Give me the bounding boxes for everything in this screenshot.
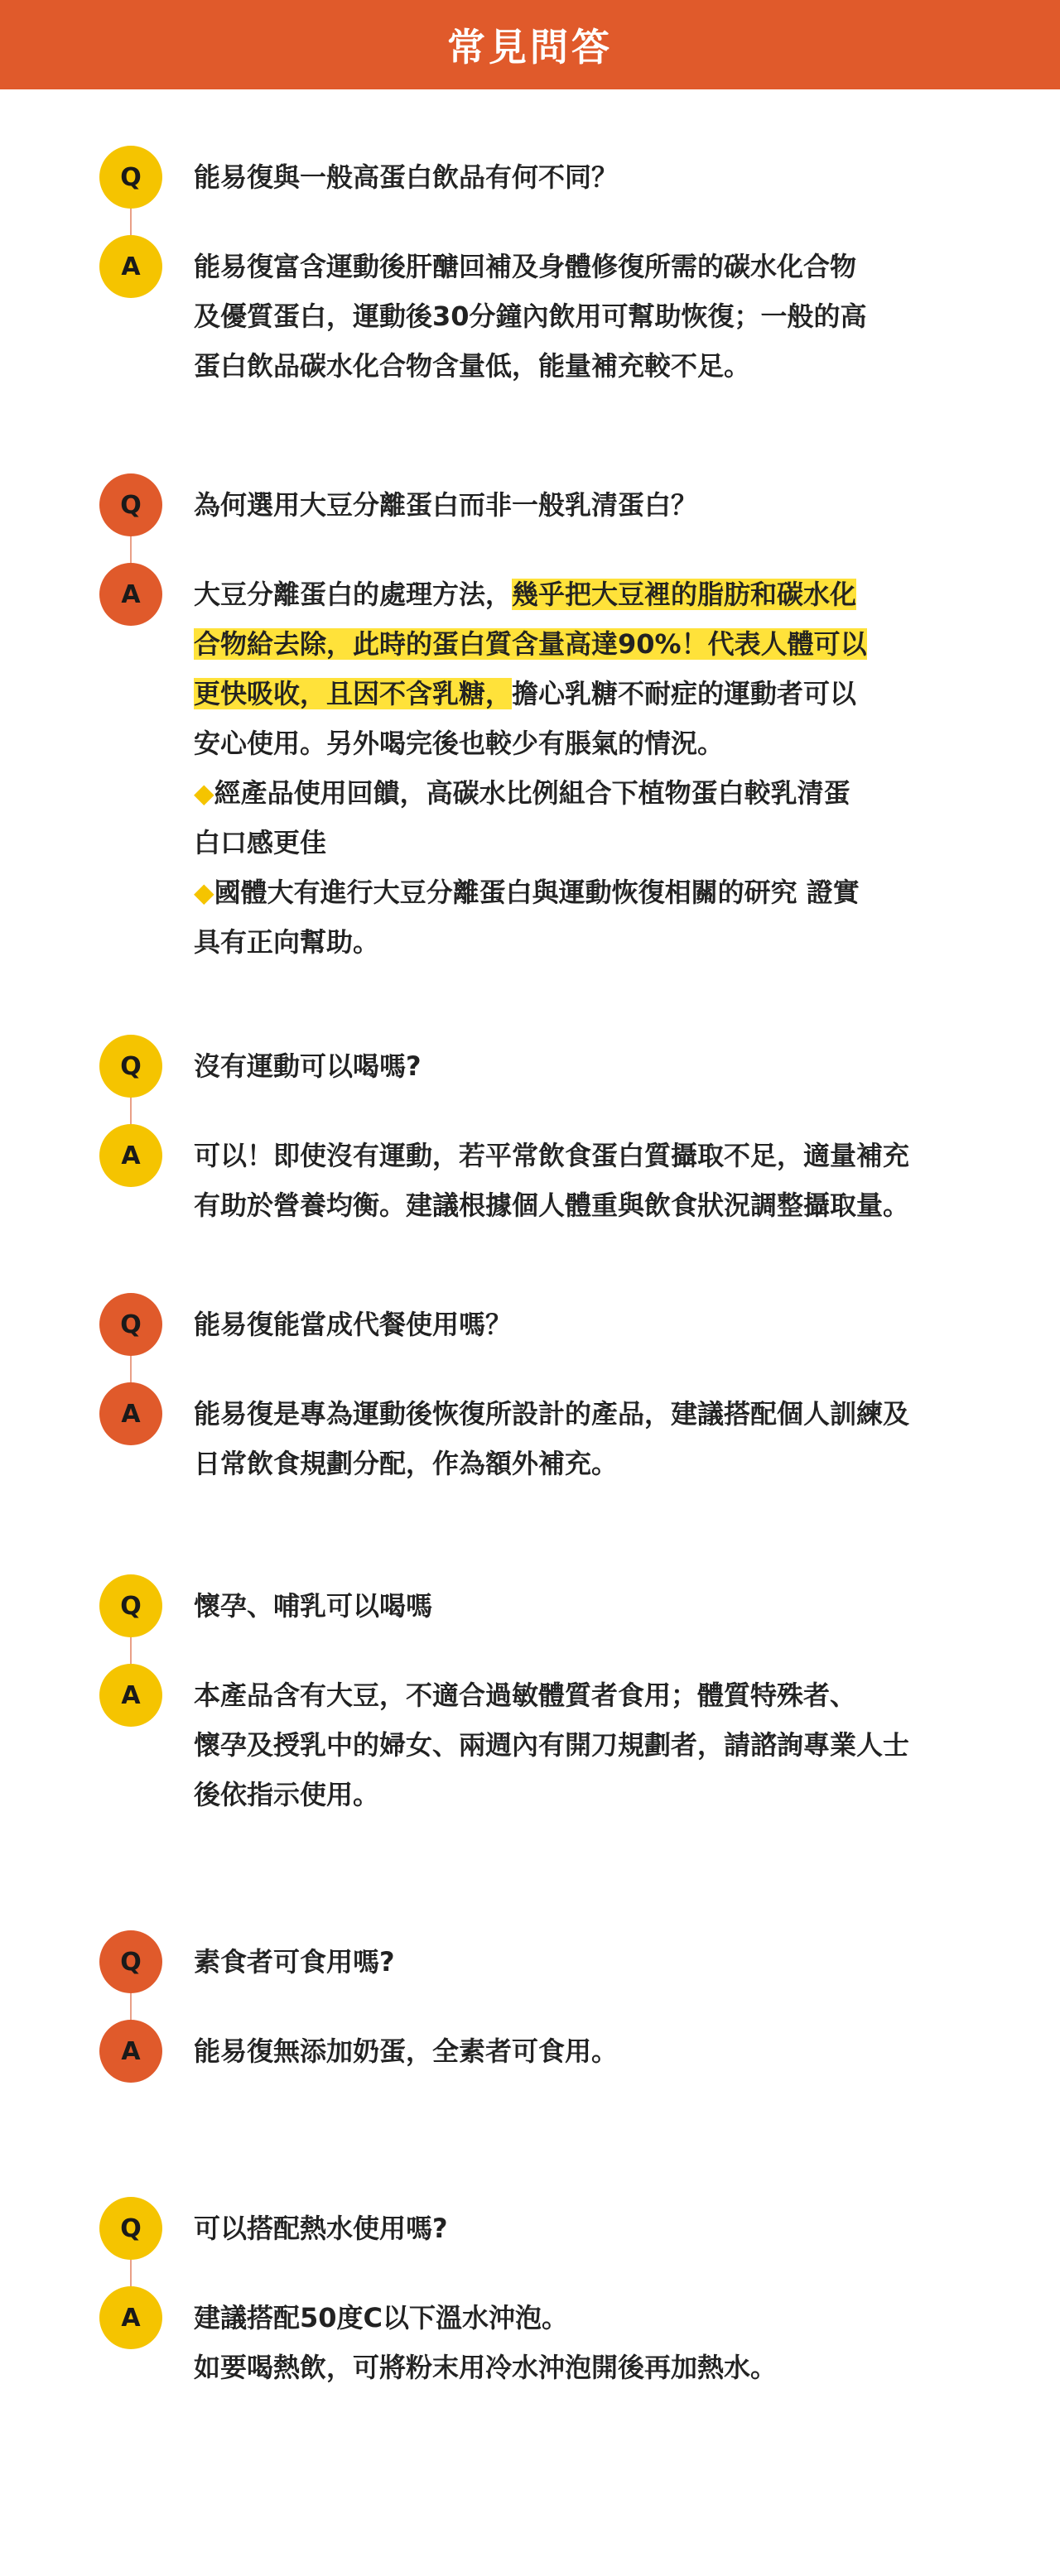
answer-line: 能易復無添加奶蛋，全素者可食用。 [194, 2035, 619, 2067]
highlighted-text: 合物給去除，此時的蛋白質含量高達90%！代表人體可以 [194, 628, 867, 660]
question-badge: Q [99, 2197, 162, 2260]
page-title: 常見問答 [447, 25, 613, 70]
answer-line: 白口感更佳 [194, 827, 327, 858]
answer-badge: A [99, 1382, 162, 1445]
page-header [0, 0, 1060, 89]
question-text: 懷孕、哺乳可以喝嗎 [194, 1590, 433, 1622]
question-text: 為何選用大豆分離蛋白而非一般乳清蛋白？ [194, 489, 698, 521]
answer-line [194, 570, 867, 619]
answer-badge: A [99, 1124, 162, 1187]
highlighted-text: 幾乎把大豆裡的脂肪和碳水化 [512, 579, 857, 610]
answer-line: 有助於營養均衡。建議根據個人體重與飲食狀況調整攝取量。 [194, 1189, 910, 1221]
question-badge: Q [99, 1574, 162, 1637]
highlighted-text: 更快吸收，且因不含乳糖， [194, 678, 513, 709]
answer-line [194, 619, 867, 669]
question-text: 沒有運動可以喝嗎? [194, 1050, 422, 1082]
answer-badge: A [99, 2020, 162, 2083]
answer-badge: A [99, 2286, 162, 2349]
answer-line: 可以！即使沒有運動，若平常飲食蛋白質攝取不足，適量補充 [194, 1140, 910, 1171]
question-badge: Q [99, 1035, 162, 1098]
answer-line: 懷孕及授乳中的婦女、兩週內有開刀規劃者，請諮詢專業人士 [194, 1729, 910, 1761]
question-text: 可以搭配熱水使用嗎? [194, 2213, 448, 2244]
answer-badge: A [99, 235, 162, 298]
answer-line: 後依指示使用。 [194, 1779, 380, 1810]
answer-text [194, 1670, 909, 1819]
question-badge: Q [99, 146, 162, 209]
answer-segment: 大豆分離蛋白的處理方法， [194, 579, 513, 610]
answer-text [194, 2026, 618, 2076]
answer-text [194, 1389, 909, 1488]
answer-line: 具有正向幫助。 [194, 926, 380, 958]
answer-text [194, 570, 867, 967]
answer-segment: 經產品使用回饋，高碳水比例組合下植物蛋白較乳清蛋 [214, 777, 850, 809]
question-badge: Q [99, 1930, 162, 1993]
answer-line: 安心使用。另外喝完後也較少有脹氣的情況。 [194, 728, 725, 759]
answer-line: 建議搭配50度C以下溫水沖泡。 [194, 2302, 569, 2333]
answer-line [194, 867, 867, 917]
answer-line [194, 669, 867, 718]
answer-line: 蛋白飲品碳水化合物含量低，能量補充較不足。 [194, 350, 751, 382]
question-text: 素食者可食用嗎? [194, 1946, 395, 1978]
answer-text [194, 242, 867, 391]
question-text: 能易復能當成代餐使用嗎？ [194, 1309, 513, 1340]
answer-line: 本產品含有大豆，不適合過敏體質者食用；體質特殊者、 [194, 1680, 857, 1711]
answer-segment: 擔心乳糖不耐症的運動者可以 [512, 678, 857, 709]
answer-line [194, 768, 867, 818]
question-text: 能易復與一般高蛋白飲品有何不同？ [194, 161, 619, 193]
diamond-bullet-icon: ◆ [194, 877, 214, 908]
answer-badge: A [99, 563, 162, 626]
answer-line: 如要喝熱飲，可將粉末用冷水沖泡開後再加熱水。 [194, 2352, 778, 2383]
answer-line: 能易復富含運動後肝醣回補及身體修復所需的碳水化合物 [194, 251, 857, 282]
answer-segment: 國體大有進行大豆分離蛋白與運動恢復相關的研究 證實 [214, 877, 860, 908]
answer-line: 及優質蛋白，運動後30分鐘內飲用可幫助恢復；一般的高 [194, 300, 867, 332]
answer-line: 能易復是專為運動後恢復所設計的產品，建議搭配個人訓練及 [194, 1398, 910, 1430]
answer-line: 日常飲食規劃分配，作為額外補充。 [194, 1448, 619, 1479]
question-badge: Q [99, 473, 162, 536]
answer-badge: A [99, 1664, 162, 1727]
diamond-bullet-icon: ◆ [194, 777, 214, 809]
answer-text [194, 2293, 777, 2392]
question-badge: Q [99, 1293, 162, 1356]
answer-text [194, 1131, 909, 1230]
